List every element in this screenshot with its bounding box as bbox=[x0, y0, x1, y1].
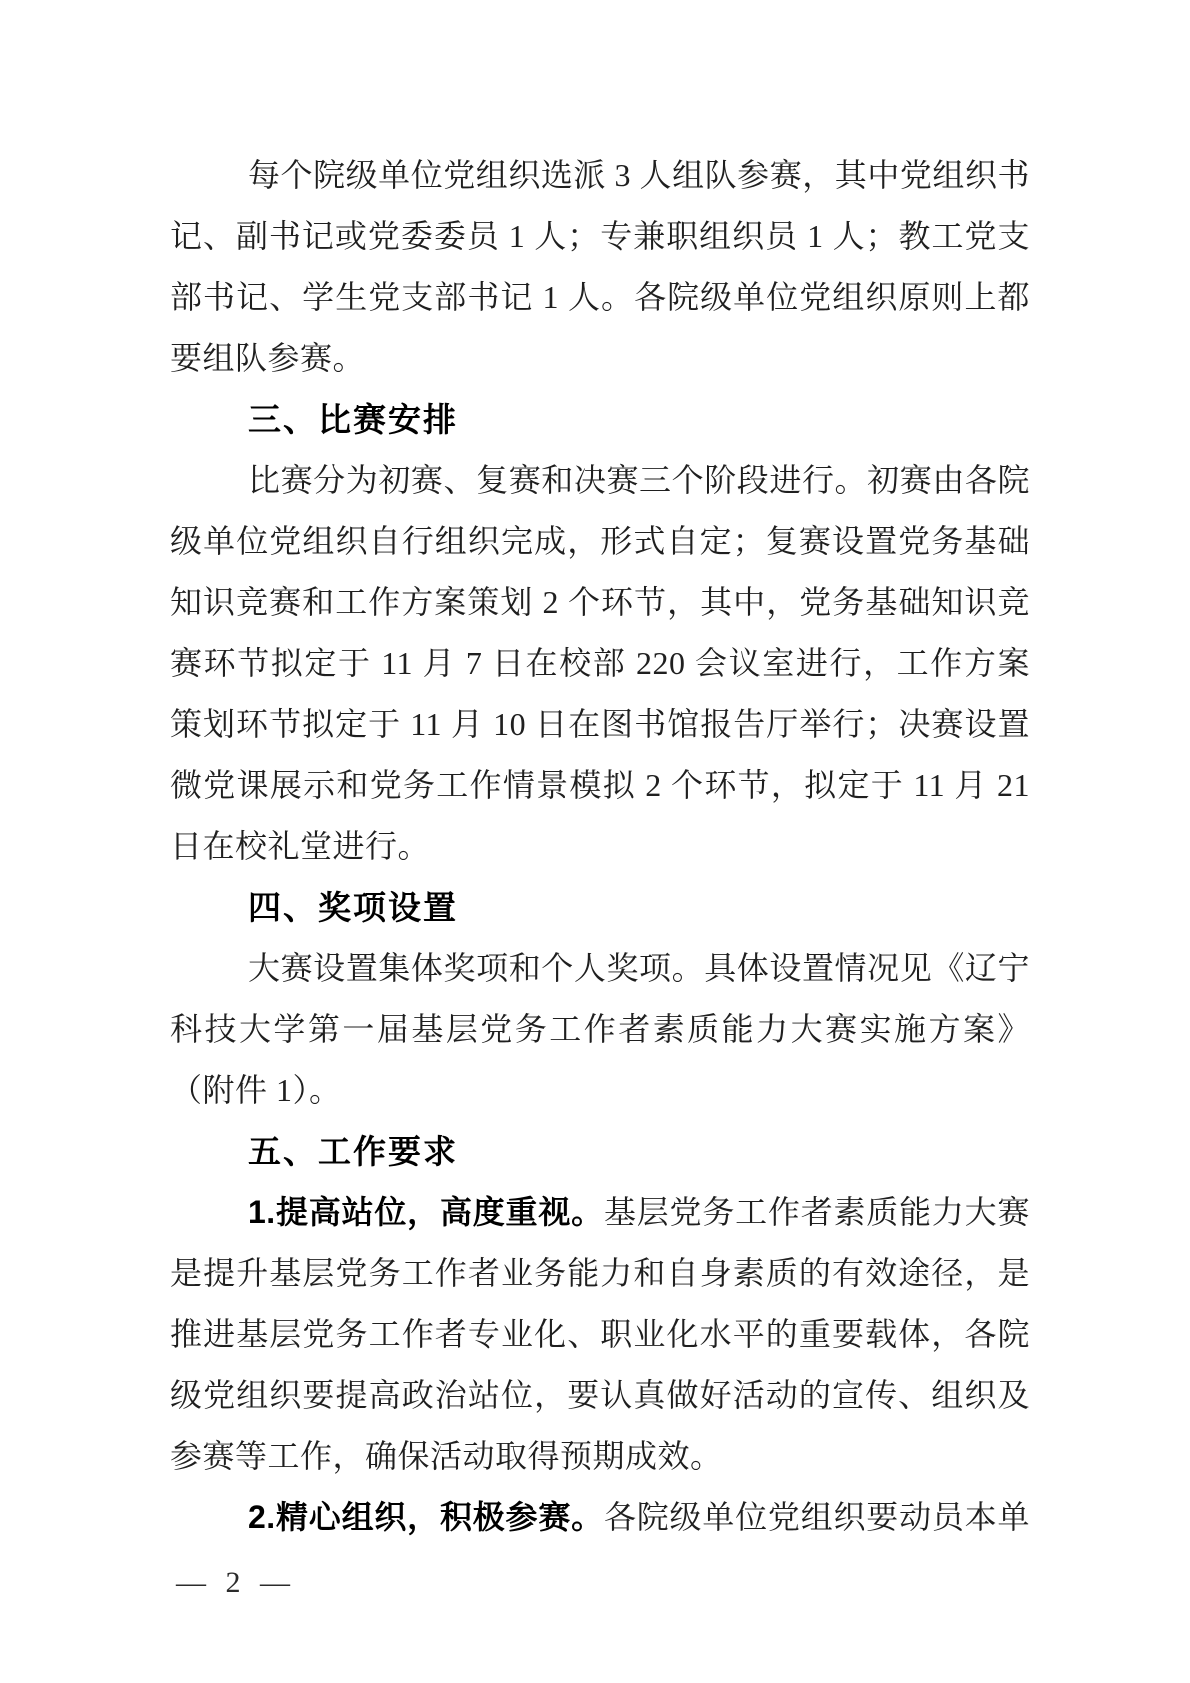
text-line: 参赛等工作，确保活动取得预期成效。 bbox=[170, 1438, 723, 1474]
text-line: 记、副书记或党委委员 1 人；专兼职组织员 1 人；教工党支 bbox=[170, 218, 1030, 254]
bold-lead-text: 1.提高站位，高度重视。 bbox=[248, 1194, 604, 1230]
text-line: 科技大学第一届基层党务工作者素质能力大赛实施方案》 bbox=[170, 1011, 1030, 1047]
text-line: 赛环节拟定于 11 月 7 日在校部 220 会议室进行，工作方案 bbox=[170, 645, 1030, 681]
text-line: 级单位党组织自行组织完成，形式自定；复赛设置党务基础 bbox=[170, 523, 1030, 559]
text-line: （附件 1）。 bbox=[170, 1072, 342, 1108]
text-line: 部书记、学生党支部书记 1 人。各院级单位党组织原则上都 bbox=[170, 279, 1030, 315]
text-line: 级党组织要提高政治站位，要认真做好活动的宣传、组织及 bbox=[170, 1377, 1030, 1413]
text-line: 推进基层党务工作者专业化、职业化水平的重要载体，各院 bbox=[170, 1316, 1030, 1352]
text-line: 比赛分为初赛、复赛和决赛三个阶段进行。初赛由各院 bbox=[248, 462, 1030, 498]
text-line bbox=[170, 1487, 1030, 1548]
text-line: 策划环节拟定于 11 月 10 日在图书馆报告厅举行；决赛设置 bbox=[170, 706, 1030, 742]
section-heading: 五、工作要求 bbox=[248, 1133, 458, 1170]
text-line: 大赛设置集体奖项和个人奖项。具体设置情况见《辽宁 bbox=[248, 950, 1030, 986]
text-line: 是提升基层党务工作者业务能力和自身素质的有效途径，是 bbox=[170, 1255, 1030, 1291]
text-line: 要组队参赛。 bbox=[170, 340, 366, 376]
bold-lead-text: 2.精心组织，积极参赛。 bbox=[248, 1499, 604, 1535]
text-line: 知识竞赛和工作方案策划 2 个环节，其中，党务基础知识竞 bbox=[170, 584, 1030, 620]
line-text: 各院级单位党组织要动员本单 bbox=[603, 1499, 1030, 1535]
document-body bbox=[170, 145, 1030, 1548]
section-heading: 四、奖项设置 bbox=[248, 889, 458, 926]
section-heading: 三、比赛安排 bbox=[248, 401, 458, 438]
line-text: 基层党务工作者素质能力大赛 bbox=[603, 1194, 1030, 1230]
text-line: 每个院级单位党组织选派 3 人组队参赛，其中党组织书 bbox=[248, 157, 1030, 193]
text-line bbox=[170, 1182, 1030, 1243]
text-line: 微党课展示和党务工作情景模拟 2 个环节，拟定于 11 月 21 bbox=[170, 767, 1030, 803]
page-number: — 2 — bbox=[176, 1566, 296, 1599]
text-line: 日在校礼堂进行。 bbox=[170, 828, 431, 864]
